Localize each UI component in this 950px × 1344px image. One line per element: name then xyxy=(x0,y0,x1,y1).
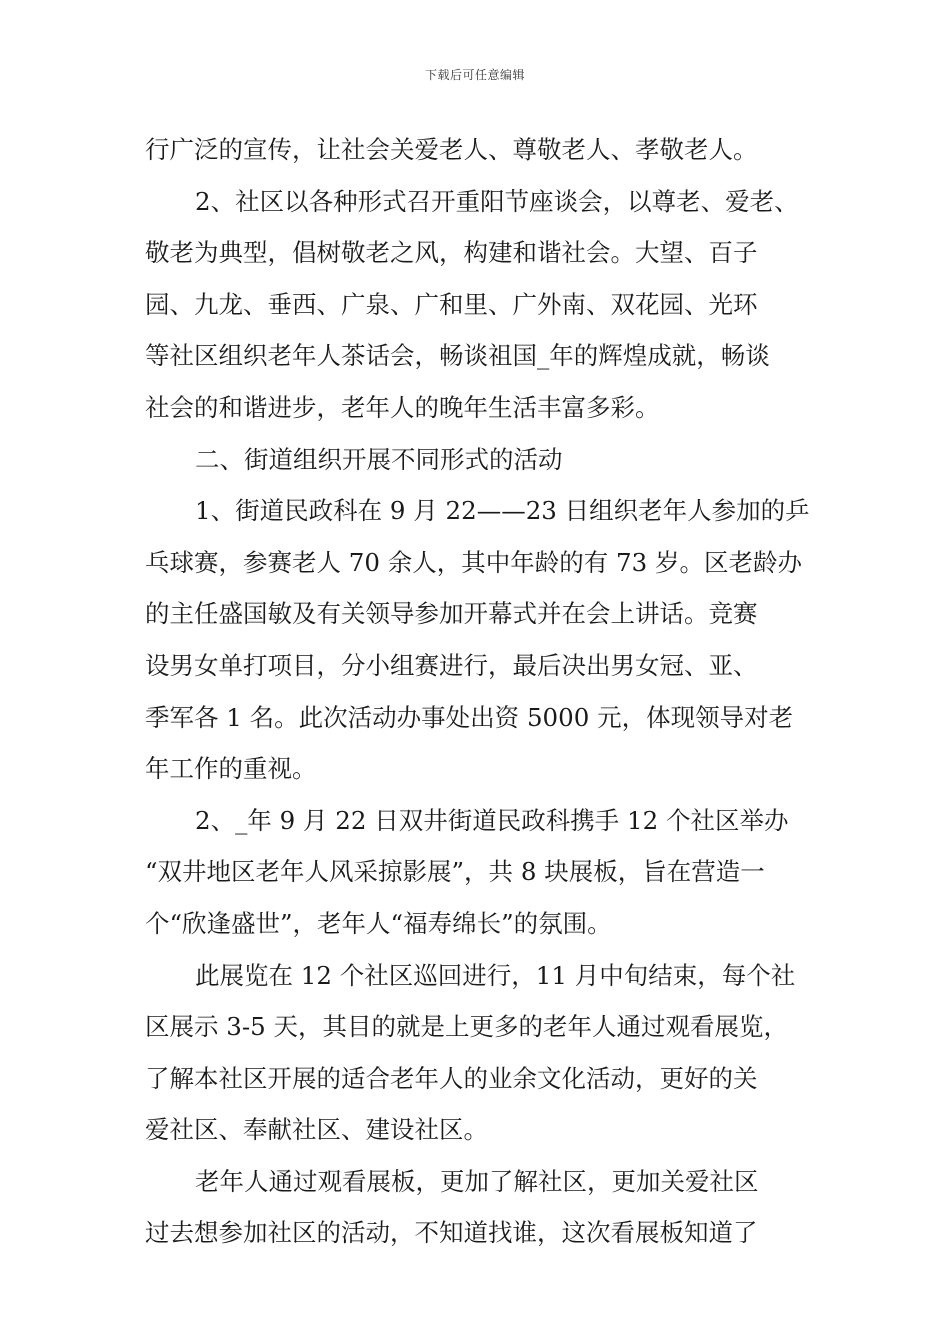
text-line: 1、街道民政科在 9 月 22——23 日组织老年人参加的乒 xyxy=(195,496,810,526)
text-line: 社会的和谐进步，老年人的晚年生活丰富多彩。 xyxy=(145,392,660,422)
text-line: 季军各 1 名。此次活动办事处出资 5000 元，体现领导对老 xyxy=(145,702,794,732)
text-line: 园、九龙、垂西、广泉、广和里、广外南、双花园、光环 xyxy=(145,289,758,319)
text-line: 乓球赛，参赛老人 70 余人，其中年龄的有 73 岁。区老龄办 xyxy=(145,547,802,577)
text-line: 个“欣逢盛世”，老年人“福寿绵长”的氛围。 xyxy=(145,908,612,938)
text-line: 行广泛的宣传，让社会关爱老人、尊敬老人、孝敬老人。 xyxy=(145,135,758,164)
text-line: 年工作的重视。 xyxy=(145,754,317,784)
text-line: 敬老为典型，倡树敬老之风，构建和谐社会。大望、百子 xyxy=(145,238,758,268)
text-line: 此展览在 12 个社区巡回进行，11 月中旬结束，每个社 xyxy=(195,960,796,990)
document-body xyxy=(145,124,813,1259)
text-line: 区展示 3-5 天，其目的就是上更多的老年人通过观看展览， xyxy=(145,1012,789,1042)
text-line: 了解本社区开展的适合老年人的业余文化活动，更好的关 xyxy=(145,1063,758,1093)
text-line: 爱社区、奉献社区、建设社区。 xyxy=(145,1115,488,1145)
section-heading: 二、街道组织开展不同形式的活动 xyxy=(195,444,563,474)
text-line: 2、社区以各种形式召开重阳节座谈会，以尊老、爱老、 xyxy=(195,186,799,216)
text-line: “双井地区老年人风采掠影展”，共 8 块展板，旨在营造一 xyxy=(145,857,765,887)
page-header: 下载后可任意编辑 xyxy=(424,68,525,82)
text-line: 的主任盛国敏及有关领导参加开幕式并在会上讲话。竞赛 xyxy=(145,599,758,629)
text-line: 老年人通过观看展板，更加了解社区，更加关爱社区 xyxy=(195,1166,759,1196)
text-line: 等社区组织老年人茶话会，畅谈祖国_年的辉煌成就，畅谈 xyxy=(145,341,770,371)
text-line: 设男女单打项目，分小组赛进行，最后决出男女冠、亚、 xyxy=(145,650,758,680)
text-line: 2、_年 9 月 22 日双井街道民政科携手 12 个社区举办 xyxy=(195,805,789,835)
text-line: 过去想参加社区的活动，不知道找谁，这次看展板知道了 xyxy=(145,1218,758,1248)
